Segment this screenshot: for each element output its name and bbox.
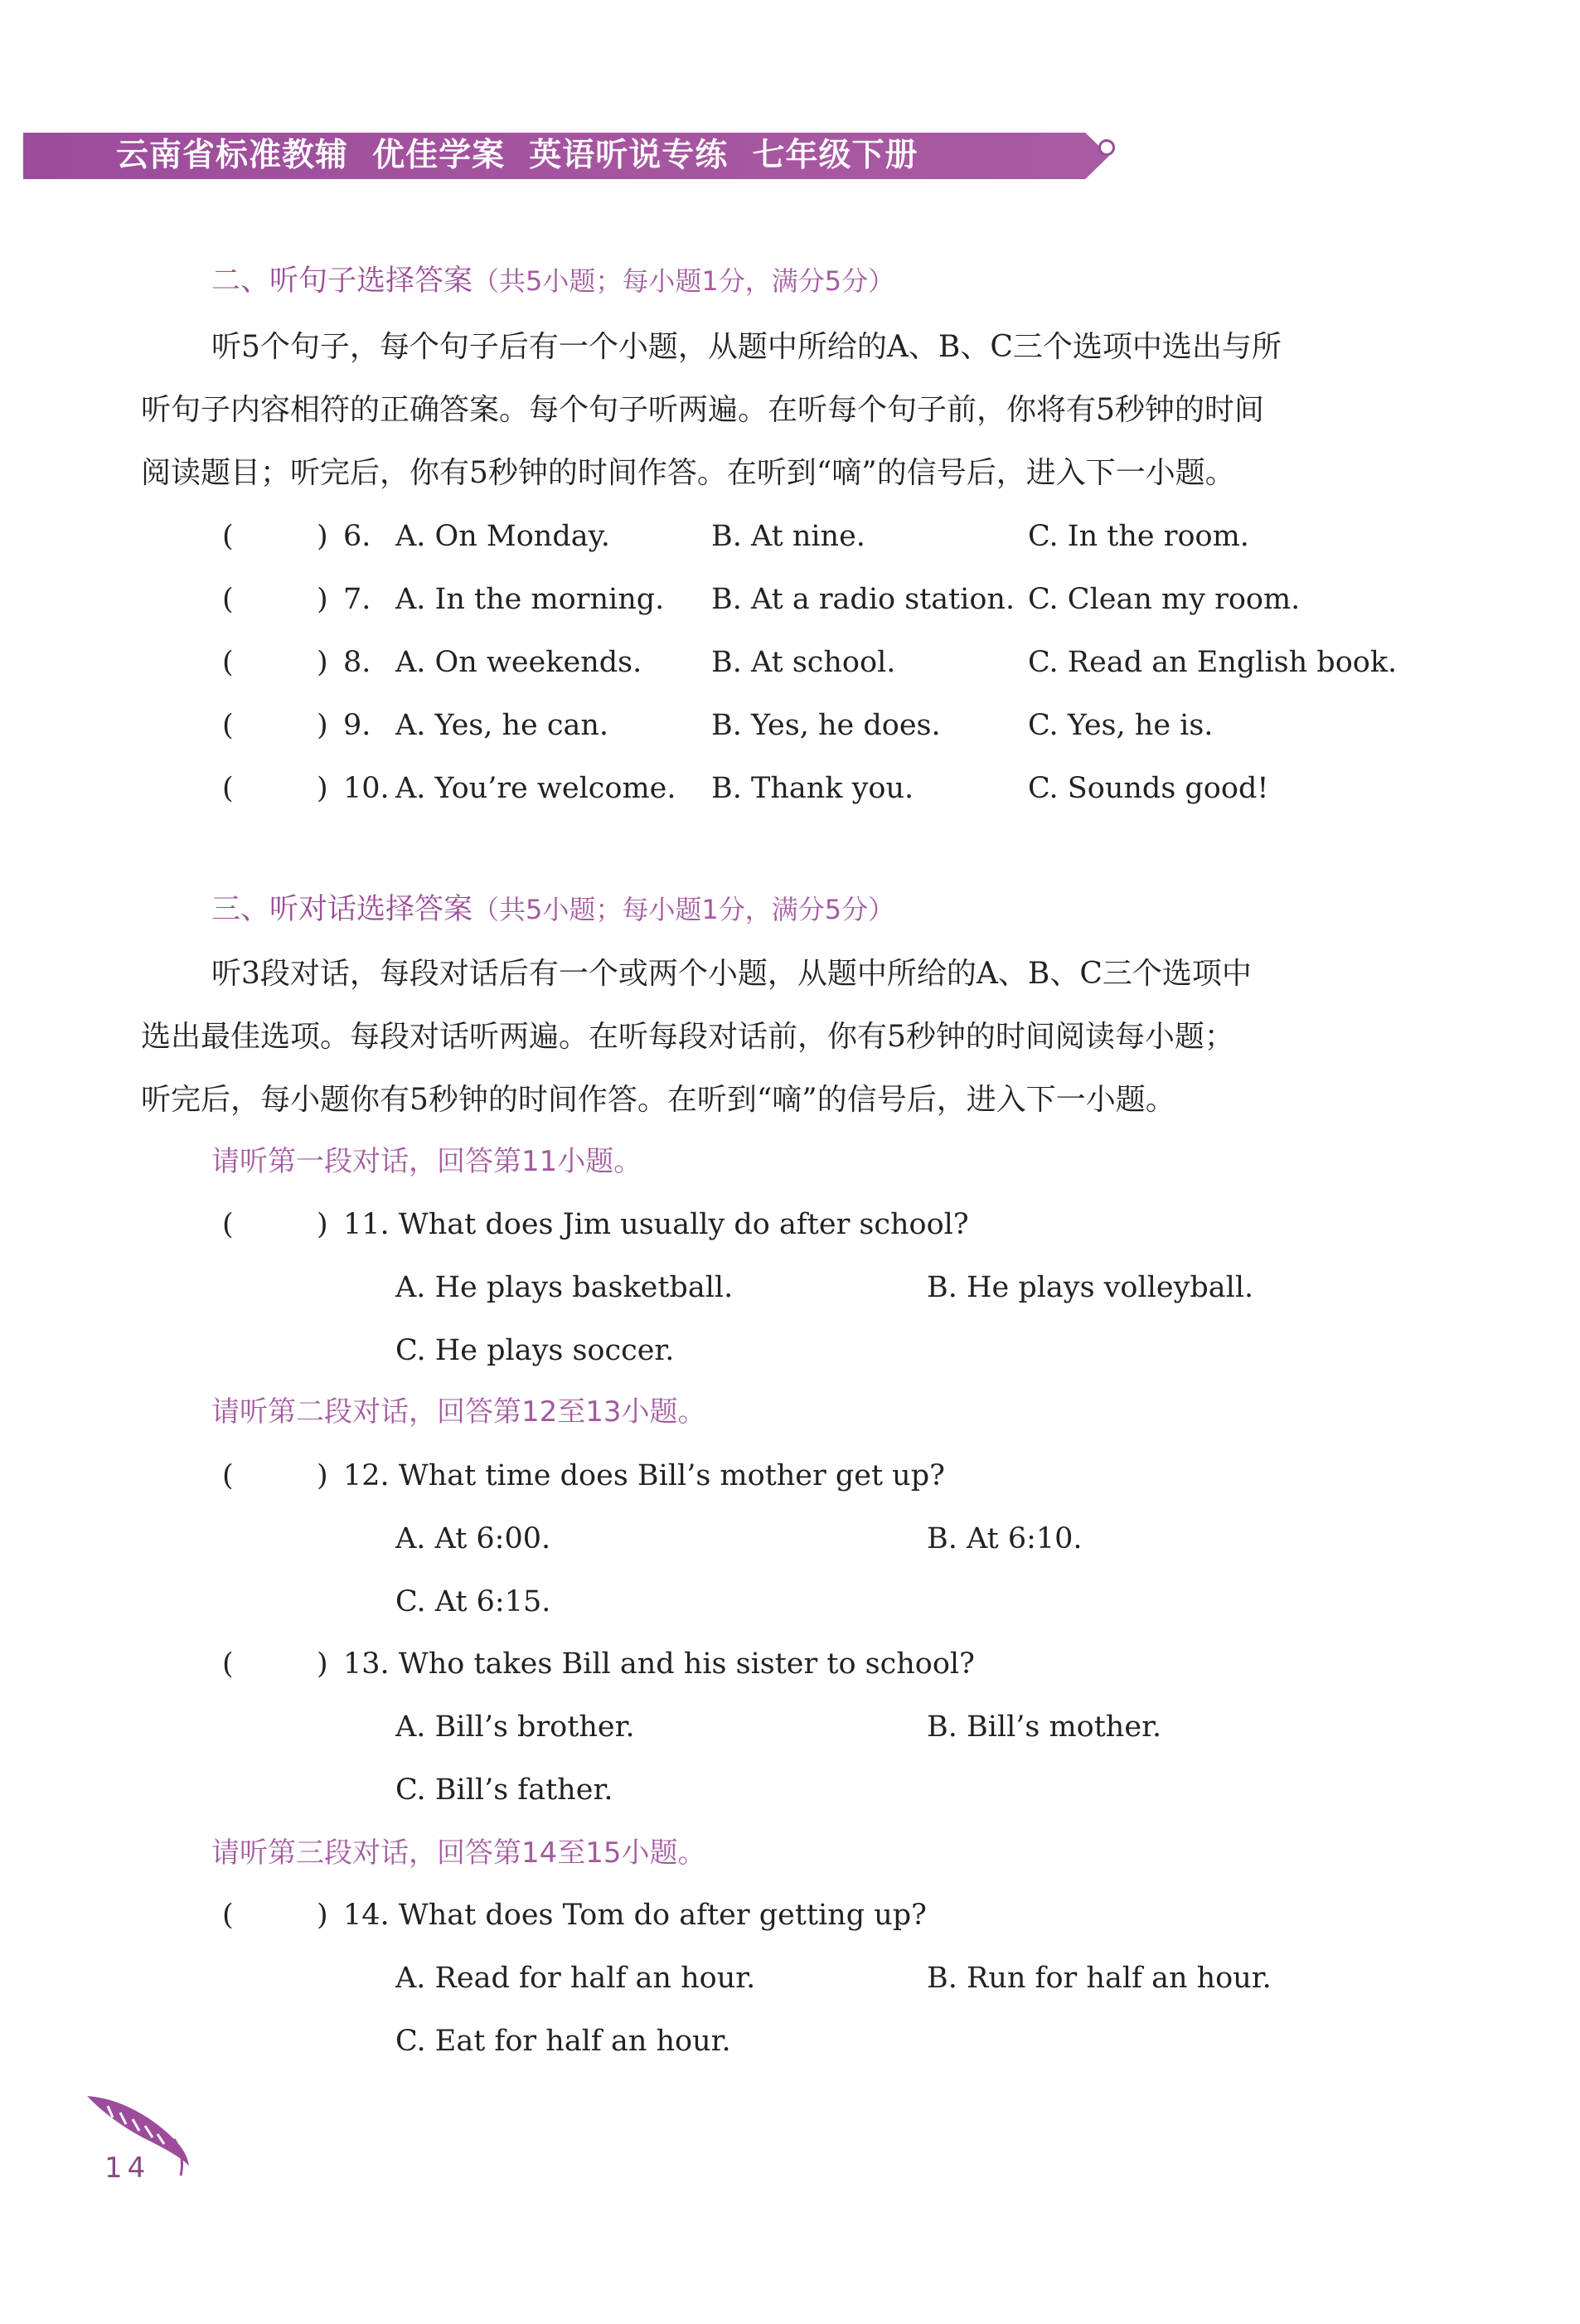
option-b: B. Run for half an hour. — [927, 1962, 1272, 1995]
section-3-title-text: 三、听对话选择答案 — [211, 893, 473, 926]
section-2-instructions — [141, 316, 1409, 505]
option-b: B. Thank you. — [711, 772, 914, 805]
answer-blank-open: ( — [222, 1208, 234, 1241]
option-b: B. At a radio station. — [711, 583, 1015, 616]
answer-blank-open: ( — [222, 1647, 234, 1681]
option-c: C. He plays soccer. — [395, 1334, 675, 1367]
dialogue-1-prompt: 请听第一段对话，回答第11小题。 — [211, 1145, 642, 1178]
answer-blank-open: ( — [222, 1459, 234, 1492]
section-3-instructions-line-1: 听3段对话，每段对话后有一个或两个小题，从题中所给的A、B、C三个选项中 — [211, 957, 1252, 991]
answer-blank-close: ) — [317, 1459, 328, 1492]
question-14-options-ab — [0, 1953, 1580, 2003]
question-7 — [0, 575, 1580, 624]
option-b: B. He plays volleyball. — [927, 1271, 1254, 1304]
option-a: A. Yes, he can. — [395, 709, 609, 742]
question-text: 13. Who takes Bill and his sister to school? — [343, 1647, 975, 1681]
question-12-options-ab — [0, 1514, 1580, 1564]
answer-blank-open: ( — [222, 646, 234, 679]
question-text: 11. What does Jim usually do after school? — [343, 1208, 969, 1241]
answer-blank-close: ) — [317, 646, 328, 679]
question-13-options-c — [0, 1765, 1580, 1815]
question-14-options-c — [0, 2016, 1580, 2066]
answer-blank-close: ) — [317, 1899, 328, 1932]
option-c: C. Read an English book. — [1028, 646, 1398, 679]
option-b: B. At school. — [711, 646, 896, 679]
answer-blank-close: ) — [317, 1647, 328, 1681]
answer-blank-open: ( — [222, 520, 234, 553]
question-11 — [0, 1200, 1580, 1249]
section-2-instructions-line-3: 阅读题目；听完后，你有5秒钟的时间作答。在听到“嘀”的信号后，进入下一小题。 — [141, 456, 1235, 490]
section-3-title-note: （共5小题；每小题1分，满分5分） — [473, 894, 895, 925]
question-text: 14. What does Tom do after getting up? — [343, 1899, 927, 1932]
question-12-options-c — [0, 1577, 1580, 1627]
option-b: B. At nine. — [711, 520, 865, 553]
option-b: B. At 6:10. — [927, 1522, 1083, 1555]
option-c: C. Yes, he is. — [1028, 709, 1214, 742]
section-3-instructions — [141, 943, 1409, 1132]
answer-blank-close: ) — [317, 1208, 328, 1241]
section-2-title — [211, 260, 894, 302]
question-10 — [0, 764, 1580, 813]
question-12 — [0, 1451, 1580, 1501]
section-3-instructions-line-2: 选出最佳选项。每段对话听两遍。在听每段对话前，你有5秒钟的时间阅读每小题； — [141, 1020, 1234, 1054]
question-6 — [0, 512, 1580, 561]
section-2-title-note: （共5小题；每小题1分，满分5分） — [473, 265, 895, 297]
answer-blank-open: ( — [222, 1899, 234, 1932]
option-a: A. At 6:00. — [395, 1522, 551, 1555]
option-a: A. On Monday. — [395, 520, 610, 553]
option-a: A. Bill’s brother. — [395, 1710, 635, 1744]
question-number: 10. — [343, 772, 390, 805]
answer-blank-close: ) — [317, 772, 328, 805]
section-3-instructions-line-3: 听完后，每小题你有5秒钟的时间作答。在听到“嘀”的信号后，进入下一小题。 — [141, 1083, 1175, 1117]
question-11-options-ab — [0, 1263, 1580, 1312]
answer-blank-close: ) — [317, 520, 328, 553]
option-a: A. In the morning. — [395, 583, 665, 616]
question-13-options-ab — [0, 1702, 1580, 1752]
option-a: A. Read for half an hour. — [395, 1962, 756, 1995]
option-c: C. Sounds good! — [1028, 772, 1269, 805]
question-number: 6. — [343, 520, 371, 553]
option-a: A. On weekends. — [395, 646, 642, 679]
question-text: 12. What time does Bill’s mother get up? — [343, 1459, 945, 1492]
section-3-title — [211, 889, 894, 930]
section-2-title-text: 二、听句子选择答案 — [211, 264, 473, 298]
answer-blank-close: ) — [317, 709, 328, 742]
question-8 — [0, 638, 1580, 687]
question-11-options-c — [0, 1326, 1580, 1375]
dialogue-3-prompt: 请听第三段对话，回答第14至15小题。 — [211, 1836, 706, 1870]
option-c: C. At 6:15. — [395, 1585, 551, 1618]
dialogue-2-prompt: 请听第二段对话，回答第12至13小题。 — [211, 1395, 706, 1429]
section-2-instructions-line-2: 听句子内容相符的正确答案。每个句子听两遍。在听每个句子前，你将有5秒钟的时间 — [141, 393, 1264, 427]
option-a: A. You’re welcome. — [395, 772, 676, 805]
option-b: B. Yes, he does. — [711, 709, 941, 742]
option-b: B. Bill’s mother. — [927, 1710, 1162, 1744]
option-c: C. In the room. — [1028, 520, 1249, 553]
question-number: 9. — [343, 709, 371, 742]
question-14 — [0, 1890, 1580, 1940]
answer-blank-close: ) — [317, 583, 328, 616]
answer-blank-open: ( — [222, 772, 234, 805]
option-c: C. Eat for half an hour. — [395, 2025, 731, 2058]
option-c: C. Clean my room. — [1028, 583, 1301, 616]
section-2-instructions-line-1: 听5个句子，每个句子后有一个小题，从题中所给的A、B、C三个选项中选出与所 — [211, 330, 1282, 364]
question-9 — [0, 701, 1580, 750]
option-c: C. Bill’s father. — [395, 1773, 613, 1807]
question-number: 7. — [343, 583, 371, 616]
answer-blank-open: ( — [222, 583, 234, 616]
question-13 — [0, 1639, 1580, 1689]
banner-ornament-icon — [1098, 139, 1115, 156]
option-a: A. He plays basketball. — [395, 1271, 734, 1304]
question-number: 8. — [343, 646, 371, 679]
page-number: 14 — [104, 2152, 151, 2185]
header-banner-text: 云南省标准教辅 优佳学案 英语听说专练 七年级下册 — [116, 137, 918, 174]
answer-blank-open: ( — [222, 709, 234, 742]
